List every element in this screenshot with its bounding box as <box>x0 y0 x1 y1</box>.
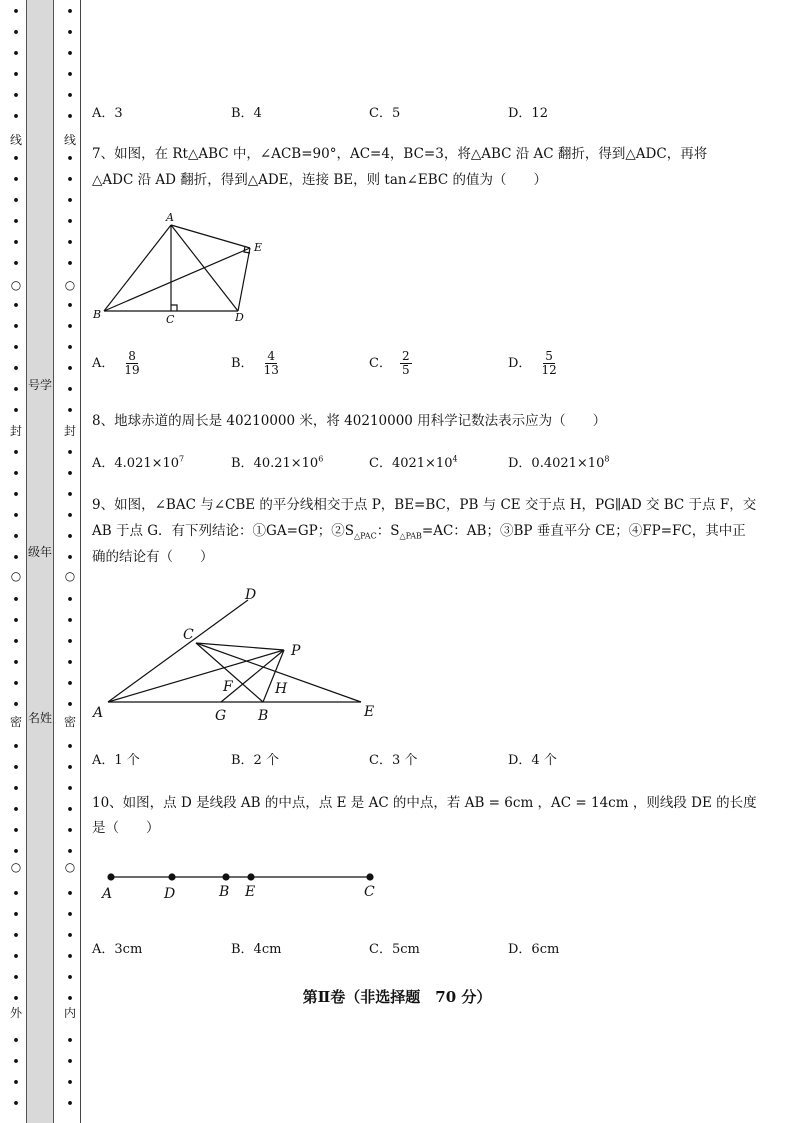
margin-dot: • <box>12 89 20 102</box>
margin-dot: • <box>12 509 20 522</box>
q9-option-b: B．2 个 <box>231 753 279 768</box>
margin-dot: • <box>66 173 74 186</box>
margin-dot: • <box>66 488 74 501</box>
margin-dot: • <box>66 47 74 60</box>
q9-label-b: B <box>258 708 269 724</box>
margin-dot: • <box>12 1034 20 1047</box>
margin-dot: • <box>12 551 20 564</box>
margin-label: 封 <box>63 424 76 438</box>
section-heading: 第Ⅱ卷（非选择题 70 分） <box>302 988 492 1006</box>
margin-dot: • <box>12 1076 20 1089</box>
margin-dot: • <box>66 887 74 900</box>
q9-label-h: H <box>275 681 288 697</box>
binding-hole-circle: ○ <box>64 860 76 874</box>
margin-dot: • <box>12 215 20 228</box>
margin-label: 线 <box>9 133 22 147</box>
q7-label-c: C <box>166 313 175 326</box>
q7-right-angle-c <box>171 305 177 311</box>
q9-text-line3: 确的结论有（ ） <box>92 549 214 565</box>
q8-option-c: C．$4021\times 10^4$ <box>369 454 458 471</box>
margin-dot: • <box>66 446 74 459</box>
margin-label: 密 <box>9 715 22 729</box>
q10-label-e: E <box>245 884 256 900</box>
margin-dot: • <box>12 341 20 354</box>
margin-dot: • <box>12 152 20 165</box>
margin-dot: • <box>12 614 20 627</box>
margin-dot: • <box>66 152 74 165</box>
margin-dot: • <box>12 236 20 249</box>
q10-option-a: A．3cm <box>92 942 143 957</box>
margin-dot: • <box>66 656 74 669</box>
margin-dot: • <box>66 341 74 354</box>
margin-label: 外 <box>9 1006 22 1020</box>
margin-dot: • <box>12 635 20 648</box>
margin-dot: • <box>66 26 74 39</box>
margin-label: 线 <box>63 133 76 147</box>
label-class: 级年 <box>27 545 52 559</box>
q7-label-e: E <box>254 241 263 254</box>
q9-label-e: E <box>364 704 375 720</box>
margin-dot: • <box>12 194 20 207</box>
q7-label-b: B <box>93 308 102 321</box>
q9-label-g: G <box>215 708 227 724</box>
q9-label-f: F <box>223 679 233 695</box>
margin-dot: • <box>66 635 74 648</box>
margin-divider-line <box>80 0 81 1123</box>
q9-label-c: C <box>183 627 194 643</box>
label-name: 名姓 <box>27 711 52 725</box>
margin-dot: • <box>12 740 20 753</box>
q10-point-a <box>107 873 114 880</box>
margin-dot: • <box>66 5 74 18</box>
margin-dot: • <box>66 383 74 396</box>
q7-option-a: A． $\frac{8}{19}$ <box>92 349 140 377</box>
margin-dot: • <box>66 677 74 690</box>
margin-dot: • <box>12 404 20 417</box>
binding-hole-circle: ○ <box>10 569 22 583</box>
margin-dot: • <box>12 824 20 837</box>
margin-dot: • <box>66 1097 74 1110</box>
q9-text-line1: 9、如图，∠BAC 与∠CBE 的平分线相交于点 P，BE=BC，PB 与 CE 交于点 H，PG∥AD 交 BC 于点 F，交 <box>92 497 757 513</box>
margin-label: 内 <box>63 1006 76 1020</box>
binding-hole-circle: ○ <box>64 278 76 292</box>
binding-hole-circle: ○ <box>64 569 76 583</box>
q7-seg-ab <box>104 225 171 311</box>
margin-dot: • <box>66 320 74 333</box>
margin-dot: • <box>66 614 74 627</box>
q7-option-c: C． $\frac{2}{5}$ <box>369 349 410 377</box>
margin-dot: • <box>66 908 74 921</box>
margin-dot: • <box>12 761 20 774</box>
margin-dot: • <box>66 1055 74 1068</box>
q6-option-c: C．5 <box>369 106 401 121</box>
margin-dot: • <box>66 509 74 522</box>
q7-seg-ed <box>238 248 250 311</box>
q9-text-line2: AB 于点 G．有下列结论：①GA=GP；$②S_{\triangle PAC}$：$S_{\triangle PAB}=AC$：AB；③BP 垂直平分 CE；④FP=FC，其中正 <box>92 523 746 541</box>
margin-label: 密 <box>63 715 76 729</box>
q9-option-d: D．4 个 <box>508 753 557 768</box>
q6-option-d: D．12 <box>508 106 548 121</box>
margin-dot: • <box>12 362 20 375</box>
margin-dot: • <box>66 971 74 984</box>
margin-dot: • <box>12 446 20 459</box>
margin-dot: • <box>66 845 74 858</box>
margin-dot: • <box>12 971 20 984</box>
q10-point-d <box>168 873 175 880</box>
margin-dot: • <box>66 257 74 270</box>
q10-label-d: D <box>164 886 176 902</box>
q7-label-a: A <box>166 211 174 224</box>
margin-dot: • <box>12 467 20 480</box>
margin-dot: • <box>66 362 74 375</box>
margin-dot: • <box>66 215 74 228</box>
q10-label-a: A <box>102 886 113 902</box>
q9-option-a: A．1 个 <box>92 753 140 768</box>
q10-point-b <box>222 873 229 880</box>
margin-dot: • <box>66 824 74 837</box>
q10-option-c: C．5cm <box>369 942 420 957</box>
student-info-strip <box>26 0 54 1123</box>
margin-dot: • <box>12 257 20 270</box>
inner-margin-column <box>62 0 78 1123</box>
q9-option-c: C．3 个 <box>369 753 418 768</box>
q9-seg-ap <box>108 650 284 702</box>
margin-dot: • <box>66 551 74 564</box>
q7-seg-ae <box>171 225 250 248</box>
q9-label-d: D <box>245 587 257 603</box>
binding-hole-circle: ○ <box>10 278 22 292</box>
margin-dot: • <box>12 908 20 921</box>
margin-dot: • <box>66 593 74 606</box>
q8-option-d: D．$0.4021\times 10^8$ <box>508 454 610 471</box>
q10-option-d: D．6cm <box>508 942 560 957</box>
binding-hole-circle: ○ <box>10 860 22 874</box>
margin-label: 封 <box>9 424 22 438</box>
q9-figure <box>88 580 388 725</box>
q10-text-line2: 是（ ） <box>92 820 160 836</box>
margin-dot: • <box>12 656 20 669</box>
q7-label-d: D <box>235 311 244 324</box>
margin-dot: • <box>66 1076 74 1089</box>
margin-dot: • <box>12 320 20 333</box>
margin-dot: • <box>12 299 20 312</box>
margin-dot: • <box>12 110 20 123</box>
q8-text: 8、地球赤道的周长是 40210000 米，将 40210000 用科学记数法表示应为（ ） <box>92 413 607 429</box>
margin-dot: • <box>12 68 20 81</box>
margin-dot: • <box>12 677 20 690</box>
q8-option-b: B．$40.21\times 10^6$ <box>231 454 324 471</box>
q10-label-c: C <box>364 884 375 900</box>
q7-option-b: B． $\frac{4}{13}$ <box>231 349 279 377</box>
margin-dot: • <box>12 1055 20 1068</box>
q10-point-c <box>366 873 373 880</box>
margin-dot: • <box>12 173 20 186</box>
margin-dot: • <box>12 383 20 396</box>
margin-dot: • <box>12 530 20 543</box>
q7-figure <box>88 208 278 328</box>
q10-text-line1: 10、如图，点 D 是线段 AB 的中点，点 E 是 AC 的中点，若 AB = 6cm ，AC = 14cm ，则线段 DE 的长度 <box>92 795 757 811</box>
q9-label-a: A <box>93 705 104 721</box>
margin-dot: • <box>66 992 74 1005</box>
margin-dot: • <box>66 299 74 312</box>
margin-dot: • <box>12 26 20 39</box>
margin-dot: • <box>12 593 20 606</box>
q10-point-e <box>247 873 254 880</box>
q10-option-b: B．4cm <box>231 942 282 957</box>
left-margin-column <box>8 0 24 1123</box>
margin-dot: • <box>66 68 74 81</box>
margin-dot: • <box>66 761 74 774</box>
q7-option-d: D． $\frac{5}{12}$ <box>508 349 557 377</box>
q6-option-a: A．3 <box>92 106 123 121</box>
margin-dot: • <box>66 782 74 795</box>
margin-dot: • <box>66 404 74 417</box>
q7-text-line2: △ADC 沿 AD 翻折，得到△ADE，连接 BE，则 tan∠EBC 的值为（ ） <box>92 172 548 188</box>
margin-dot: • <box>12 782 20 795</box>
margin-dot: • <box>12 1097 20 1110</box>
margin-dot: • <box>12 929 20 942</box>
margin-dot: • <box>12 803 20 816</box>
margin-dot: • <box>12 845 20 858</box>
margin-dot: • <box>66 194 74 207</box>
q10-label-b: B <box>219 884 230 900</box>
margin-dot: • <box>12 887 20 900</box>
margin-dot: • <box>66 740 74 753</box>
q9-label-p: P <box>291 643 301 659</box>
q9-seg-cp <box>196 643 284 650</box>
q6-option-b: B．4 <box>231 106 262 121</box>
margin-dot: • <box>66 803 74 816</box>
margin-dot: • <box>66 236 74 249</box>
margin-dot: • <box>12 5 20 18</box>
margin-dot: • <box>66 950 74 963</box>
label-student-id: 号学 <box>27 378 52 392</box>
margin-dot: • <box>66 467 74 480</box>
q7-seg-be <box>104 248 250 311</box>
margin-dot: • <box>12 698 20 711</box>
q10-figure <box>96 862 386 904</box>
margin-dot: • <box>66 89 74 102</box>
margin-dot: • <box>66 698 74 711</box>
margin-dot: • <box>66 530 74 543</box>
margin-dot: • <box>12 488 20 501</box>
q7-text-line1: 7、如图，在 Rt△ABC 中，∠ACB=90°，AC=4，BC=3，将△ABC 沿 AC 翻折，得到△ADC，再将 <box>92 146 708 162</box>
q8-option-a: A．$4.021\times 10^7$ <box>92 454 185 471</box>
margin-dot: • <box>66 110 74 123</box>
margin-dot: • <box>66 929 74 942</box>
margin-dot: • <box>12 47 20 60</box>
margin-dot: • <box>12 950 20 963</box>
margin-dot: • <box>12 992 20 1005</box>
margin-dot: • <box>66 1034 74 1047</box>
